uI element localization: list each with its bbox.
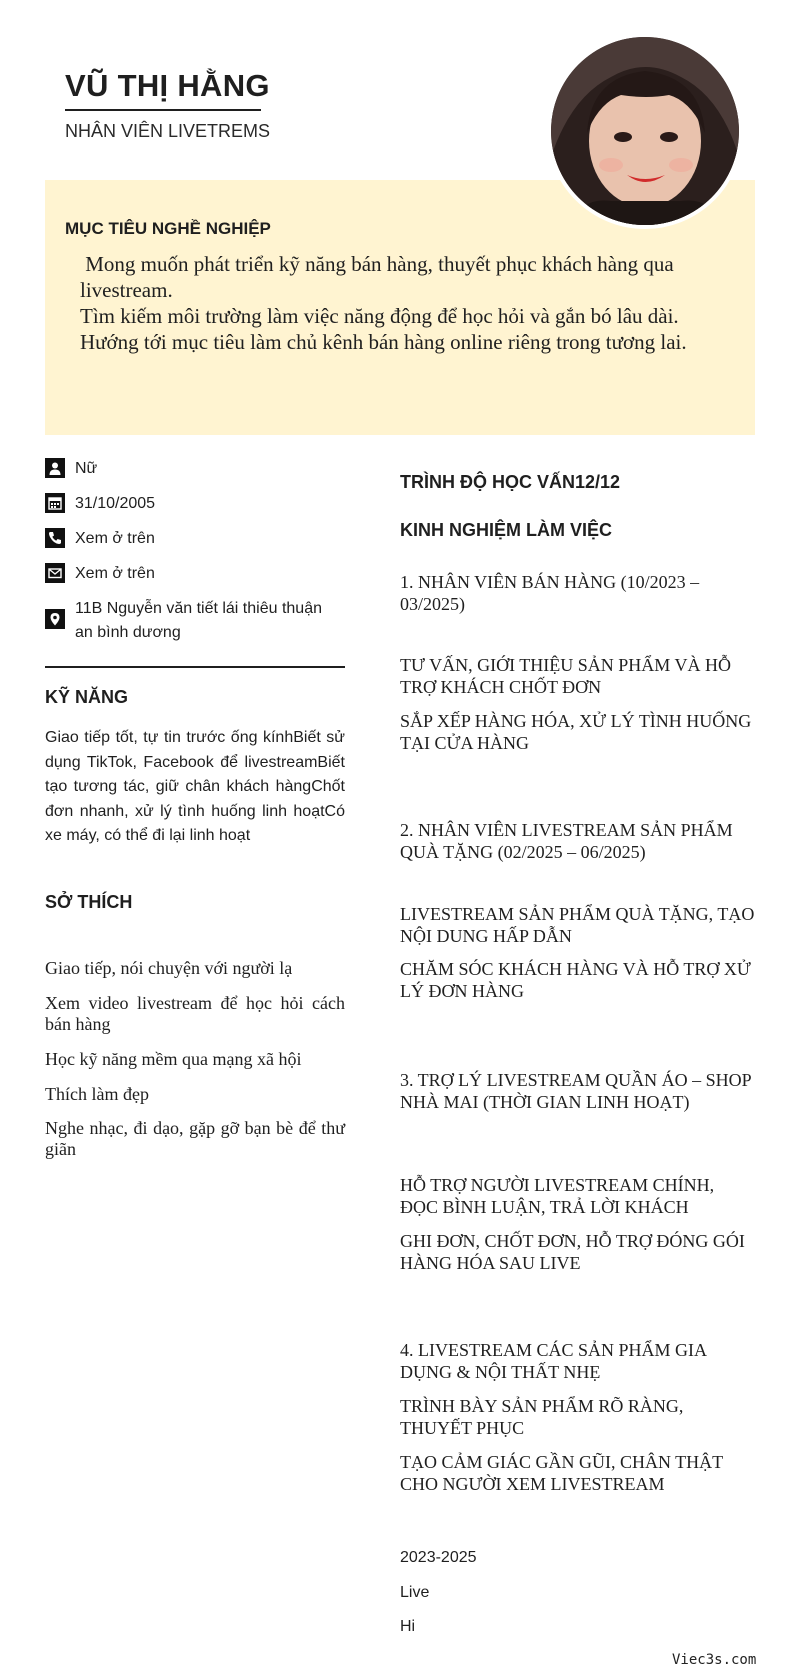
watermark: Viec3s.com: [672, 1652, 757, 1668]
job-duty: GHI ĐƠN, CHỐT ĐƠN, HỖ TRỢ ĐÓNG GÓI HÀNG HÓA SAU LIVE: [400, 1231, 745, 1273]
objective-heading: MỤC TIÊU NGHỀ NGHIỆP: [65, 219, 271, 238]
job-title-4: 4. LIVESTREAM CÁC SẢN PHẨM GIA DỤNG & NỘI THẤT NHẸ: [400, 1340, 707, 1382]
contact-phone: [45, 527, 335, 551]
job-title-3: 3. TRỢ LÝ LIVESTREAM QUẦN ÁO – SHOP NHÀ MAI (THỜI GIAN LINH HOẠT): [400, 1070, 752, 1112]
contact-gender: [45, 457, 335, 481]
address-value: 11B Nguyễn văn tiết lái thiêu thuận an bình dương: [75, 600, 322, 641]
job-title: NHÂN VIÊN LIVETREMS: [65, 121, 271, 141]
envelope-icon: [45, 563, 65, 583]
contact-birthday: [45, 492, 335, 516]
contact-address: [45, 597, 335, 645]
avatar: [547, 33, 743, 229]
candidate-name: VŨ THỊ HẰNG: [65, 68, 270, 103]
person-icon: [45, 458, 65, 478]
email-value: Xem ở trên: [75, 565, 155, 582]
job-duty: TƯ VẤN, GIỚI THIỆU SẢN PHẨM VÀ HỖ TRỢ KHÁCH CHỐT ĐƠN: [400, 655, 731, 697]
job-title-1: 1. NHÂN VIÊN BÁN HÀNG (10/2023 – 03/2025): [400, 572, 700, 614]
hobby-item: Xem video livestream để học hỏi cách bán hàng: [45, 993, 345, 1034]
phone-value: Xem ở trên: [75, 530, 155, 547]
skills-heading: KỸ NĂNG: [45, 687, 129, 707]
job-duty: TẠO CẢM GIÁC GẦN GŨI, CHÂN THẬT CHO NGƯỜI XEM LIVESTREAM: [400, 1452, 723, 1494]
hobbies-heading: SỞ THÍCH: [45, 892, 133, 912]
skills-text: Giao tiếp tốt, tự tin trước ống kínhBiết sử dụng TikTok, Facebook để livestreamBiết tạo tương tác, giữ chân khách hàngChốt đơn nhanh, xử lý tình huống linh hoạtCó xe máy, có thể đi lại linh hoạt: [45, 729, 345, 844]
extra-line-years: 2023-2025: [400, 1549, 477, 1566]
hobby-item: Học kỹ năng mềm qua mạng xã hội: [45, 1049, 302, 1069]
phone-icon: [45, 528, 65, 548]
section-divider: [45, 666, 345, 668]
hobby-item: Giao tiếp, nói chuyện với người lạ: [45, 958, 293, 978]
job-duty: HỖ TRỢ NGƯỜI LIVESTREAM CHÍNH, ĐỌC BÌNH LUẬN, TRẢ LỜI KHÁCH: [400, 1175, 715, 1217]
location-pin-icon: [45, 609, 65, 629]
experience-heading: KINH NGHIỆM LÀM VIỆC: [400, 520, 613, 540]
education-heading: TRÌNH ĐỘ HỌC VẤN12/12: [400, 472, 621, 492]
job-duty: SẮP XẾP HÀNG HÓA, XỬ LÝ TÌNH HUỐNG TẠI CỬA HÀNG: [400, 711, 752, 753]
job-duty: LIVESTREAM SẢN PHẨM QUÀ TẶNG, TẠO NỘI DUNG HẤP DẪN: [400, 904, 755, 946]
hobby-item: Nghe nhạc, đi dạo, gặp gỡ bạn bè để thư giãn: [45, 1118, 345, 1159]
extra-line-live: Live: [400, 1584, 430, 1601]
gender-value: Nữ: [75, 460, 98, 477]
birthday-value: 31/10/2005: [75, 495, 156, 512]
job-duty: TRÌNH BÀY SẢN PHẨM RÕ RÀNG, THUYẾT PHỤC: [400, 1396, 684, 1438]
calendar-icon: [45, 493, 65, 513]
objective-text: [80, 251, 740, 355]
objective-line: Tìm kiếm môi trường làm việc năng động để học hỏi và gắn bó lâu dài.: [80, 304, 679, 328]
objective-line: Mong muốn phát triển kỹ năng bán hàng, thuyết phục khách hàng qua livestream.: [80, 252, 679, 302]
job-title-2: 2. NHÂN VIÊN LIVESTREAM SẢN PHẨM QUÀ TẶNG (02/2025 – 06/2025): [400, 820, 733, 862]
hobby-item: Thích làm đẹp: [45, 1084, 149, 1104]
avatar-portrait: [551, 37, 739, 225]
contact-email: [45, 562, 335, 586]
objective-line: Hướng tới mục tiêu làm chủ kênh bán hàng online riêng trong tương lai.: [80, 330, 687, 354]
name-underline: [65, 109, 261, 111]
job-duty: CHĂM SÓC KHÁCH HÀNG VÀ HỖ TRỢ XỬ LÝ ĐƠN HÀNG: [400, 959, 751, 1001]
extra-line-hi: Hi: [400, 1618, 416, 1635]
